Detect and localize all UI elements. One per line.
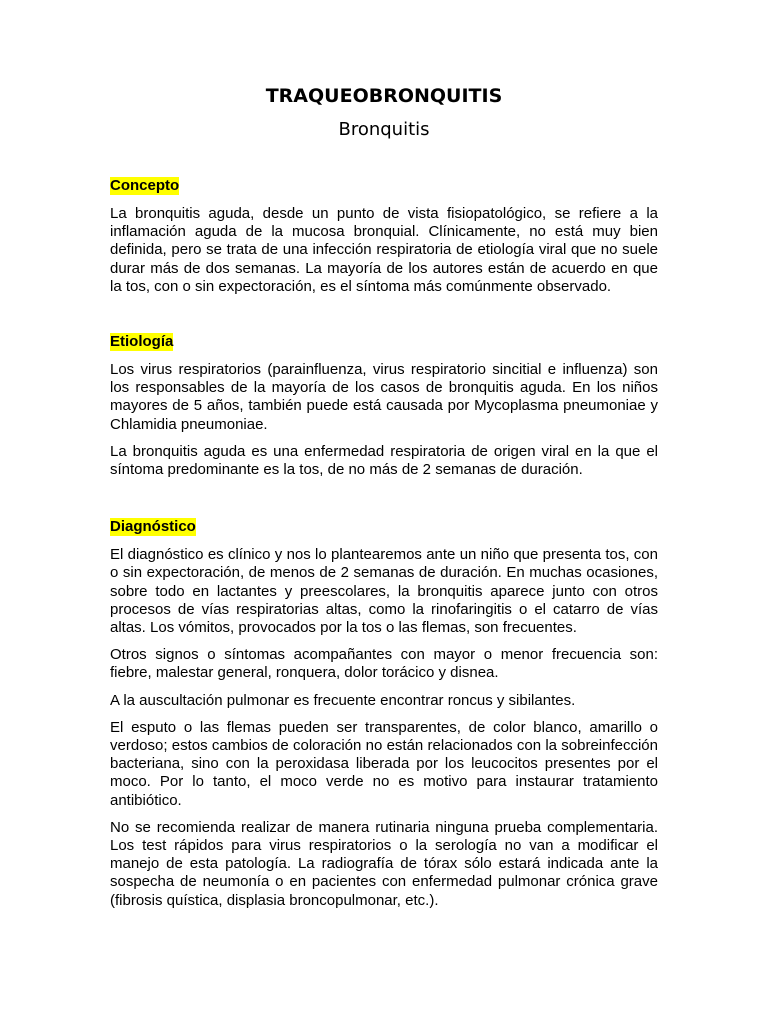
paragraph: La bronquitis aguda, desde un punto de vista fisiopatológico, se refiere a la inflamación aguda de la mucosa bronquial. Clínicamente, no está muy bien definida, pero se trata de una infección respiratoria de etiología viral que no suele durar más de dos semanas. La mayoría de los autores están de acuerdo en que la tos, con o sin expectoración, es el síntoma más comúnmente observado. (110, 205, 658, 295)
paragraph: Los virus respiratorios (parainfluenza, virus respiratorio sincitial e influenza) son los responsables de la mayoría de los casos de bronquitis aguda. En los niños mayores de 5 años, también puede está causada por Mycoplasma pneumoniae y Chlamidia pneumoniae. (110, 361, 658, 433)
paragraph: El esputo o las flemas pueden ser transparentes, de color blanco, amarillo o verdoso; estos cambios de coloración no están relacionados con la sobreinfección bacteriana, sino con la peroxidasa liberada por los leucocitos presentes por el moco. Por lo tanto, el moco verde no es motivo para instaurar tratamiento antibiótico. (110, 718, 658, 809)
paragraph: El diagnóstico es clínico y nos lo plantearemos ante un niño que presenta tos, con o sin expectoración, de menos de 2 semanas de duración. En muchas ocasiones, sobre todo en lactantes y preescolares, la bronquitis aparece junto con otros procesos de vías respiratorias altas, como la rinofaringitis o el catarro de vías altas. Los vómitos, provocados por la tos o las flemas, son frecuentes. (110, 546, 658, 637)
document-subtitle: Bronquitis (338, 119, 430, 140)
section-diagnostico (110, 518, 658, 910)
paragraph: No se recomienda realizar de manera rutinaria ninguna prueba complementaria. Los test rápidos para virus respiratorios o la serología no van a modificar el manejo de esta patología. La radiografía de tórax sólo estará indicada ante la sospecha de neumonía o en pacientes con enfermedad pulmonar crónica grave (fibrosis quística, displasia broncopulmonar, etc.). (110, 818, 658, 909)
section-heading: Diagnóstico (110, 518, 196, 536)
section-etiologia (110, 333, 658, 479)
paragraph: Otros signos o síntomas acompañantes con mayor o menor frecuencia son: fiebre, malestar general, ronquera, dolor torácico y disnea. (110, 646, 658, 682)
section-concepto (110, 177, 658, 296)
paragraph: A la auscultación pulmonar es frecuente encontrar roncus y sibilantes. (110, 691, 576, 709)
document-title: TRAQUEOBRONQUITIS (265, 85, 503, 107)
section-heading: Concepto (110, 177, 180, 194)
paragraph: La bronquitis aguda es una enfermedad respiratoria de origen viral en la que el síntoma predominante es la tos, de no más de 2 semanas de duración. (110, 442, 658, 479)
section-heading: Etiología (110, 333, 174, 351)
document-page (110, 84, 658, 910)
